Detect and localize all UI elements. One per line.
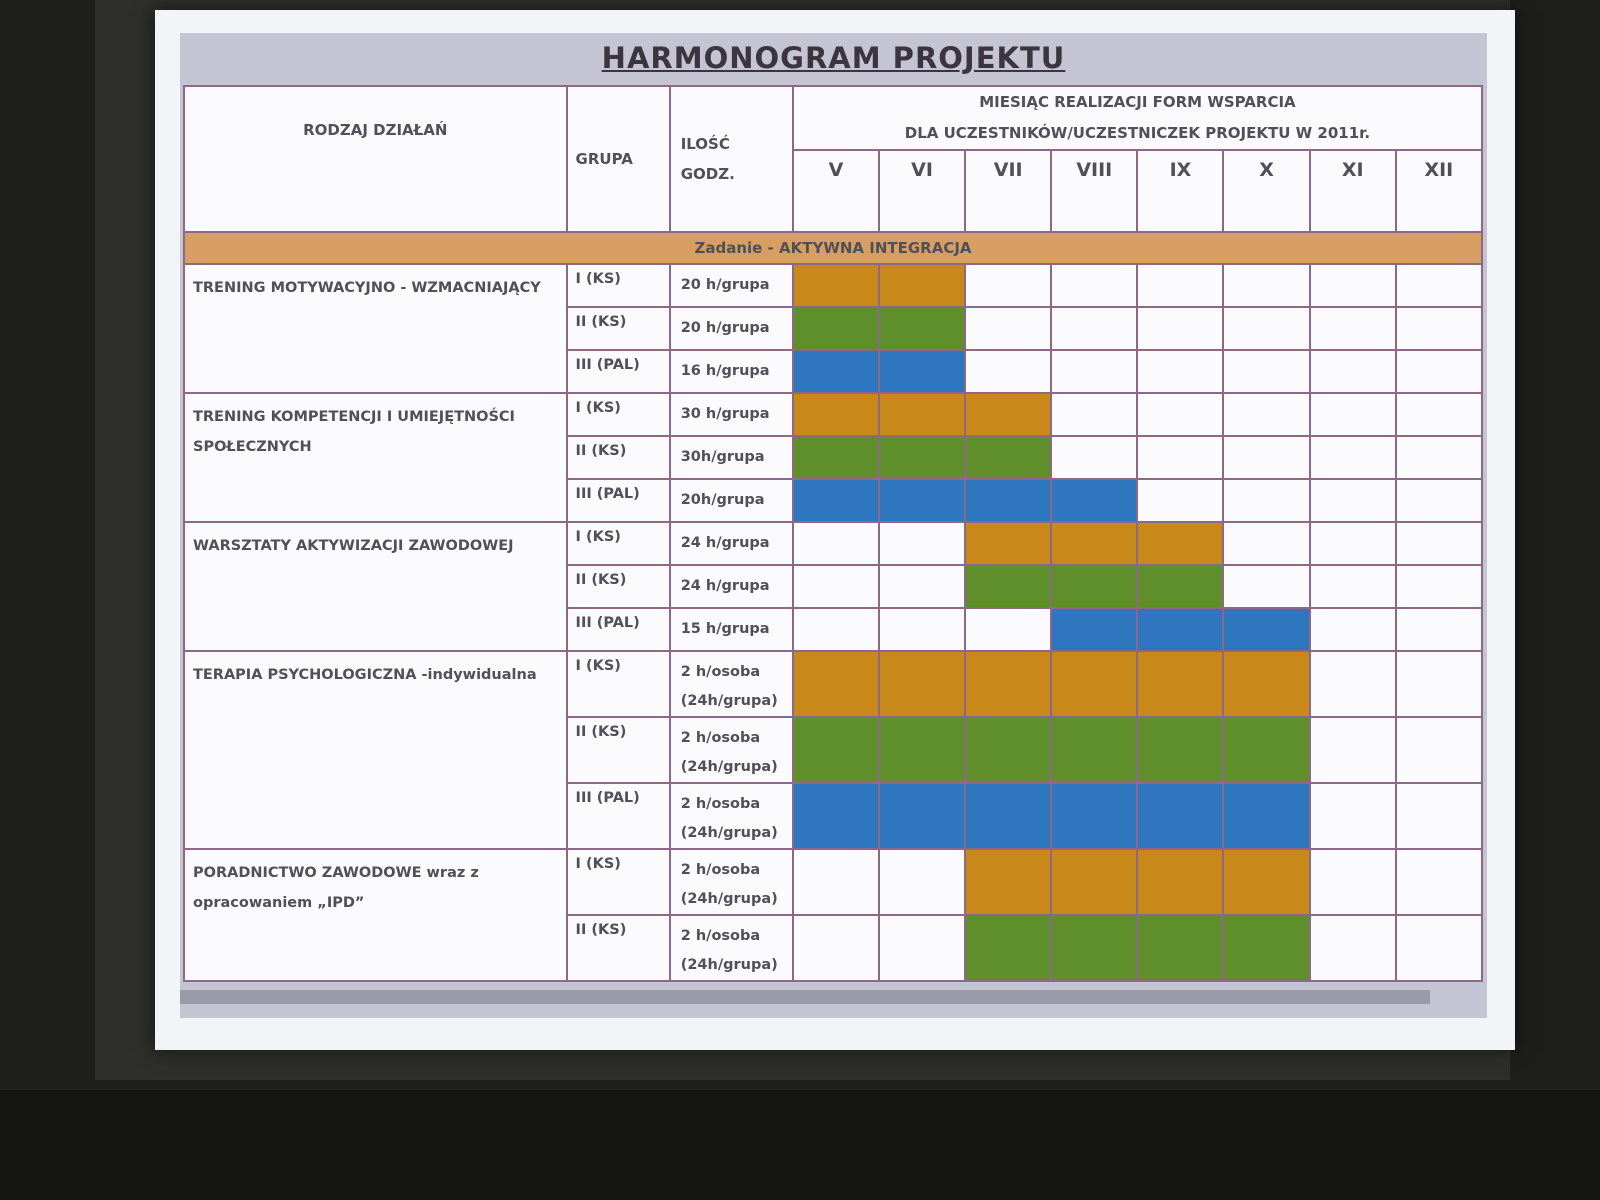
schedule-cell-active <box>1137 783 1223 849</box>
month-header: VI <box>879 150 965 232</box>
activity-header-label: RODZAJ DZIAŁAŃ <box>303 121 448 139</box>
activity-name: TERAPIA PSYCHOLOGICZNA -indywidualna <box>184 651 567 849</box>
schedule-cell-empty <box>1310 264 1396 307</box>
schedule-cell-active <box>879 436 965 479</box>
schedule-cell-active <box>1223 915 1309 981</box>
schedule-cell-active <box>879 393 965 436</box>
schedule-cell-active <box>879 783 965 849</box>
hours-cell: 2 h/osoba (24h/grupa) <box>670 915 793 981</box>
month-header: IX <box>1137 150 1223 232</box>
hours-cell: 24 h/grupa <box>670 565 793 608</box>
schedule-cell-active <box>965 849 1051 915</box>
schedule-cell-active <box>965 479 1051 522</box>
schedule-cell-active <box>1137 915 1223 981</box>
schedule-cell-empty <box>1396 307 1482 350</box>
schedule-cell-empty <box>1137 307 1223 350</box>
hours-cell: 2 h/osoba (24h/grupa) <box>670 783 793 849</box>
schedule-cell-active <box>1223 783 1309 849</box>
schedule-cell-empty <box>879 849 965 915</box>
month-header: V <box>793 150 879 232</box>
schedule-body <box>184 232 1482 981</box>
schedule-cell-empty <box>1396 608 1482 651</box>
schedule-cell-empty <box>965 608 1051 651</box>
schedule-cell-active <box>1051 565 1137 608</box>
hours-cell: 2 h/osoba (24h/grupa) <box>670 717 793 783</box>
schedule-cell-empty <box>1223 307 1309 350</box>
schedule-cell-empty <box>1223 350 1309 393</box>
schedule-cell-empty <box>1223 393 1309 436</box>
schedule-cell-active <box>793 350 879 393</box>
schedule-cell-active <box>1051 849 1137 915</box>
schedule-cell-active <box>965 915 1051 981</box>
schedule-cell-empty <box>1137 393 1223 436</box>
table-row <box>184 849 1482 915</box>
schedule-cell-empty <box>1051 264 1137 307</box>
schedule-cell-active <box>793 479 879 522</box>
schedule-cell-active <box>879 307 965 350</box>
schedule-cell-empty <box>1223 436 1309 479</box>
schedule-cell-empty <box>1310 565 1396 608</box>
month-header: VII <box>965 150 1051 232</box>
schedule-cell-active <box>793 393 879 436</box>
schedule-cell-empty <box>793 522 879 565</box>
group-cell: III (PAL) <box>567 608 670 651</box>
table-row <box>184 522 1482 565</box>
schedule-cell-empty <box>1396 849 1482 915</box>
hours-cell: 2 h/osoba (24h/grupa) <box>670 651 793 717</box>
group-cell: II (KS) <box>567 436 670 479</box>
schedule-cell-empty <box>1310 350 1396 393</box>
schedule-cell-empty <box>1310 717 1396 783</box>
schedule-cell-empty <box>1051 393 1137 436</box>
schedule-cell-active <box>1223 608 1309 651</box>
table-row <box>184 264 1482 307</box>
schedule-cell-empty <box>1310 651 1396 717</box>
month-header: XII <box>1396 150 1482 232</box>
schedule-cell-active <box>879 717 965 783</box>
schedule-cell-active <box>879 479 965 522</box>
schedule-cell-active <box>793 436 879 479</box>
schedule-cell-empty <box>1137 350 1223 393</box>
schedule-cell-active <box>1137 565 1223 608</box>
schedule-cell-active <box>965 436 1051 479</box>
hours-cell: 20 h/grupa <box>670 264 793 307</box>
schedule-cell-active <box>965 783 1051 849</box>
schedule-cell-empty <box>1396 651 1482 717</box>
schedule-cell-empty <box>1396 565 1482 608</box>
schedule-cell-empty <box>1396 717 1482 783</box>
schedule-cell-empty <box>965 350 1051 393</box>
group-header-label: GRUPA <box>575 150 633 168</box>
schedule-cell-empty <box>879 608 965 651</box>
schedule-cell-active <box>793 783 879 849</box>
hours-cell: 20h/grupa <box>670 479 793 522</box>
schedule-cell-active <box>1223 651 1309 717</box>
schedule-cell-empty <box>879 915 965 981</box>
group-cell: I (KS) <box>567 522 670 565</box>
schedule-cell-empty <box>1310 436 1396 479</box>
schedule-cell-active <box>793 264 879 307</box>
schedule-cell-empty <box>793 565 879 608</box>
schedule-cell-empty <box>879 522 965 565</box>
schedule-cell-active <box>1137 717 1223 783</box>
group-cell: II (KS) <box>567 565 670 608</box>
months-header <box>793 86 1482 150</box>
group-cell: I (KS) <box>567 264 670 307</box>
schedule-cell-empty <box>1396 522 1482 565</box>
hours-header-line2: GODZ. <box>680 165 735 183</box>
schedule-cell-empty <box>1310 393 1396 436</box>
schedule-cell-empty <box>1310 849 1396 915</box>
hours-cell: 15 h/grupa <box>670 608 793 651</box>
schedule-cell-empty <box>793 608 879 651</box>
schedule-cell-empty <box>1396 915 1482 981</box>
group-cell: I (KS) <box>567 849 670 915</box>
schedule-cell-active <box>1223 849 1309 915</box>
table-row <box>184 651 1482 717</box>
group-cell: II (KS) <box>567 307 670 350</box>
bottom-dark-area <box>0 1090 1600 1200</box>
schedule-cell-active <box>1051 651 1137 717</box>
schedule-cell-active <box>793 307 879 350</box>
schedule-cell-active <box>1051 783 1137 849</box>
schedule-cell-empty <box>879 565 965 608</box>
schedule-cell-active <box>965 393 1051 436</box>
schedule-cell-empty <box>1223 565 1309 608</box>
schedule-cell-empty <box>793 849 879 915</box>
schedule-cell-empty <box>965 264 1051 307</box>
group-cell: III (PAL) <box>567 783 670 849</box>
schedule-cell-active <box>1051 915 1137 981</box>
group-cell: III (PAL) <box>567 350 670 393</box>
schedule-cell-active <box>1223 717 1309 783</box>
hours-cell: 30h/grupa <box>670 436 793 479</box>
schedule-cell-empty <box>1137 479 1223 522</box>
schedule-cell-active <box>1051 608 1137 651</box>
schedule-cell-empty <box>1310 307 1396 350</box>
hours-cell: 24 h/grupa <box>670 522 793 565</box>
month-header: X <box>1223 150 1309 232</box>
hours-cell: 30 h/grupa <box>670 393 793 436</box>
schedule-cell-empty <box>1310 608 1396 651</box>
month-header: XI <box>1310 150 1396 232</box>
schedule-cell-empty <box>1223 479 1309 522</box>
activity-name: PORADNICTWO ZAWODOWE wraz z opracowaniem „IPD” <box>184 849 567 981</box>
schedule-cell-active <box>1137 608 1223 651</box>
schedule-cell-empty <box>965 307 1051 350</box>
schedule-table <box>183 85 1483 982</box>
schedule-cell-active <box>1051 522 1137 565</box>
schedule-cell-active <box>965 565 1051 608</box>
schedule-cell-active <box>879 350 965 393</box>
schedule-cell-empty <box>1396 479 1482 522</box>
schedule-cell-active <box>793 717 879 783</box>
group-cell: I (KS) <box>567 393 670 436</box>
hours-cell: 16 h/grupa <box>670 350 793 393</box>
schedule-cell-active <box>965 717 1051 783</box>
schedule-cell-empty <box>1310 522 1396 565</box>
page-title: HARMONOGRAM PROJEKTU <box>601 41 1066 75</box>
schedule-cell-active <box>1051 717 1137 783</box>
activity-header <box>184 86 567 232</box>
schedule-cell-empty <box>1051 436 1137 479</box>
schedule-cell-active <box>965 651 1051 717</box>
activity-name: TRENING MOTYWACYJNO - WZMACNIAJĄCY <box>184 264 567 393</box>
schedule-cell-active <box>1137 522 1223 565</box>
schedule-cell-empty <box>1310 915 1396 981</box>
schedule-cell-empty <box>1223 522 1309 565</box>
hours-header <box>670 86 793 232</box>
schedule-cell-empty <box>1396 436 1482 479</box>
schedule-cell-empty <box>1051 307 1137 350</box>
group-cell: III (PAL) <box>567 479 670 522</box>
hours-cell: 2 h/osoba (24h/grupa) <box>670 849 793 915</box>
schedule-cell-empty <box>1223 264 1309 307</box>
schedule-cell-empty <box>1051 350 1137 393</box>
activity-name: TRENING KOMPETENCJI I UMIEJĘTNOŚCI SPOŁECZNYCH <box>184 393 567 522</box>
table-row <box>184 393 1482 436</box>
schedule-cell-active <box>879 264 965 307</box>
hours-header-line1: ILOŚĆ <box>680 135 730 153</box>
slide-footer <box>180 990 1430 1004</box>
task-label: Zadanie - AKTYWNA INTEGRACJA <box>184 232 1482 264</box>
schedule-cell-active <box>879 651 965 717</box>
schedule-cell-active <box>1051 479 1137 522</box>
schedule-cell-active <box>793 651 879 717</box>
schedule-cell-empty <box>1137 264 1223 307</box>
schedule-cell-active <box>1137 849 1223 915</box>
header-row <box>184 86 1482 150</box>
group-cell: II (KS) <box>567 717 670 783</box>
schedule-cell-empty <box>1396 264 1482 307</box>
group-cell: I (KS) <box>567 651 670 717</box>
group-header <box>567 86 670 232</box>
schedule-cell-active <box>965 522 1051 565</box>
group-cell: II (KS) <box>567 915 670 981</box>
month-header: VIII <box>1051 150 1137 232</box>
schedule-cell-active <box>1137 651 1223 717</box>
months-header-line1: MIESIĄC REALIZACJI FORM WSPARCIA <box>979 93 1296 111</box>
months-header-line2: DLA UCZESTNIKÓW/UCZESTNICZEK PROJEKTU W 2011r. <box>904 124 1371 142</box>
hours-cell: 20 h/grupa <box>670 307 793 350</box>
schedule-cell-empty <box>1137 436 1223 479</box>
activity-name: WARSZTATY AKTYWIZACJI ZAWODOWEJ <box>184 522 567 651</box>
schedule-cell-empty <box>1310 783 1396 849</box>
schedule-cell-empty <box>1396 393 1482 436</box>
task-row <box>184 232 1482 264</box>
schedule-cell-empty <box>1396 350 1482 393</box>
schedule-cell-empty <box>1396 783 1482 849</box>
schedule-cell-empty <box>1310 479 1396 522</box>
schedule-cell-empty <box>793 915 879 981</box>
